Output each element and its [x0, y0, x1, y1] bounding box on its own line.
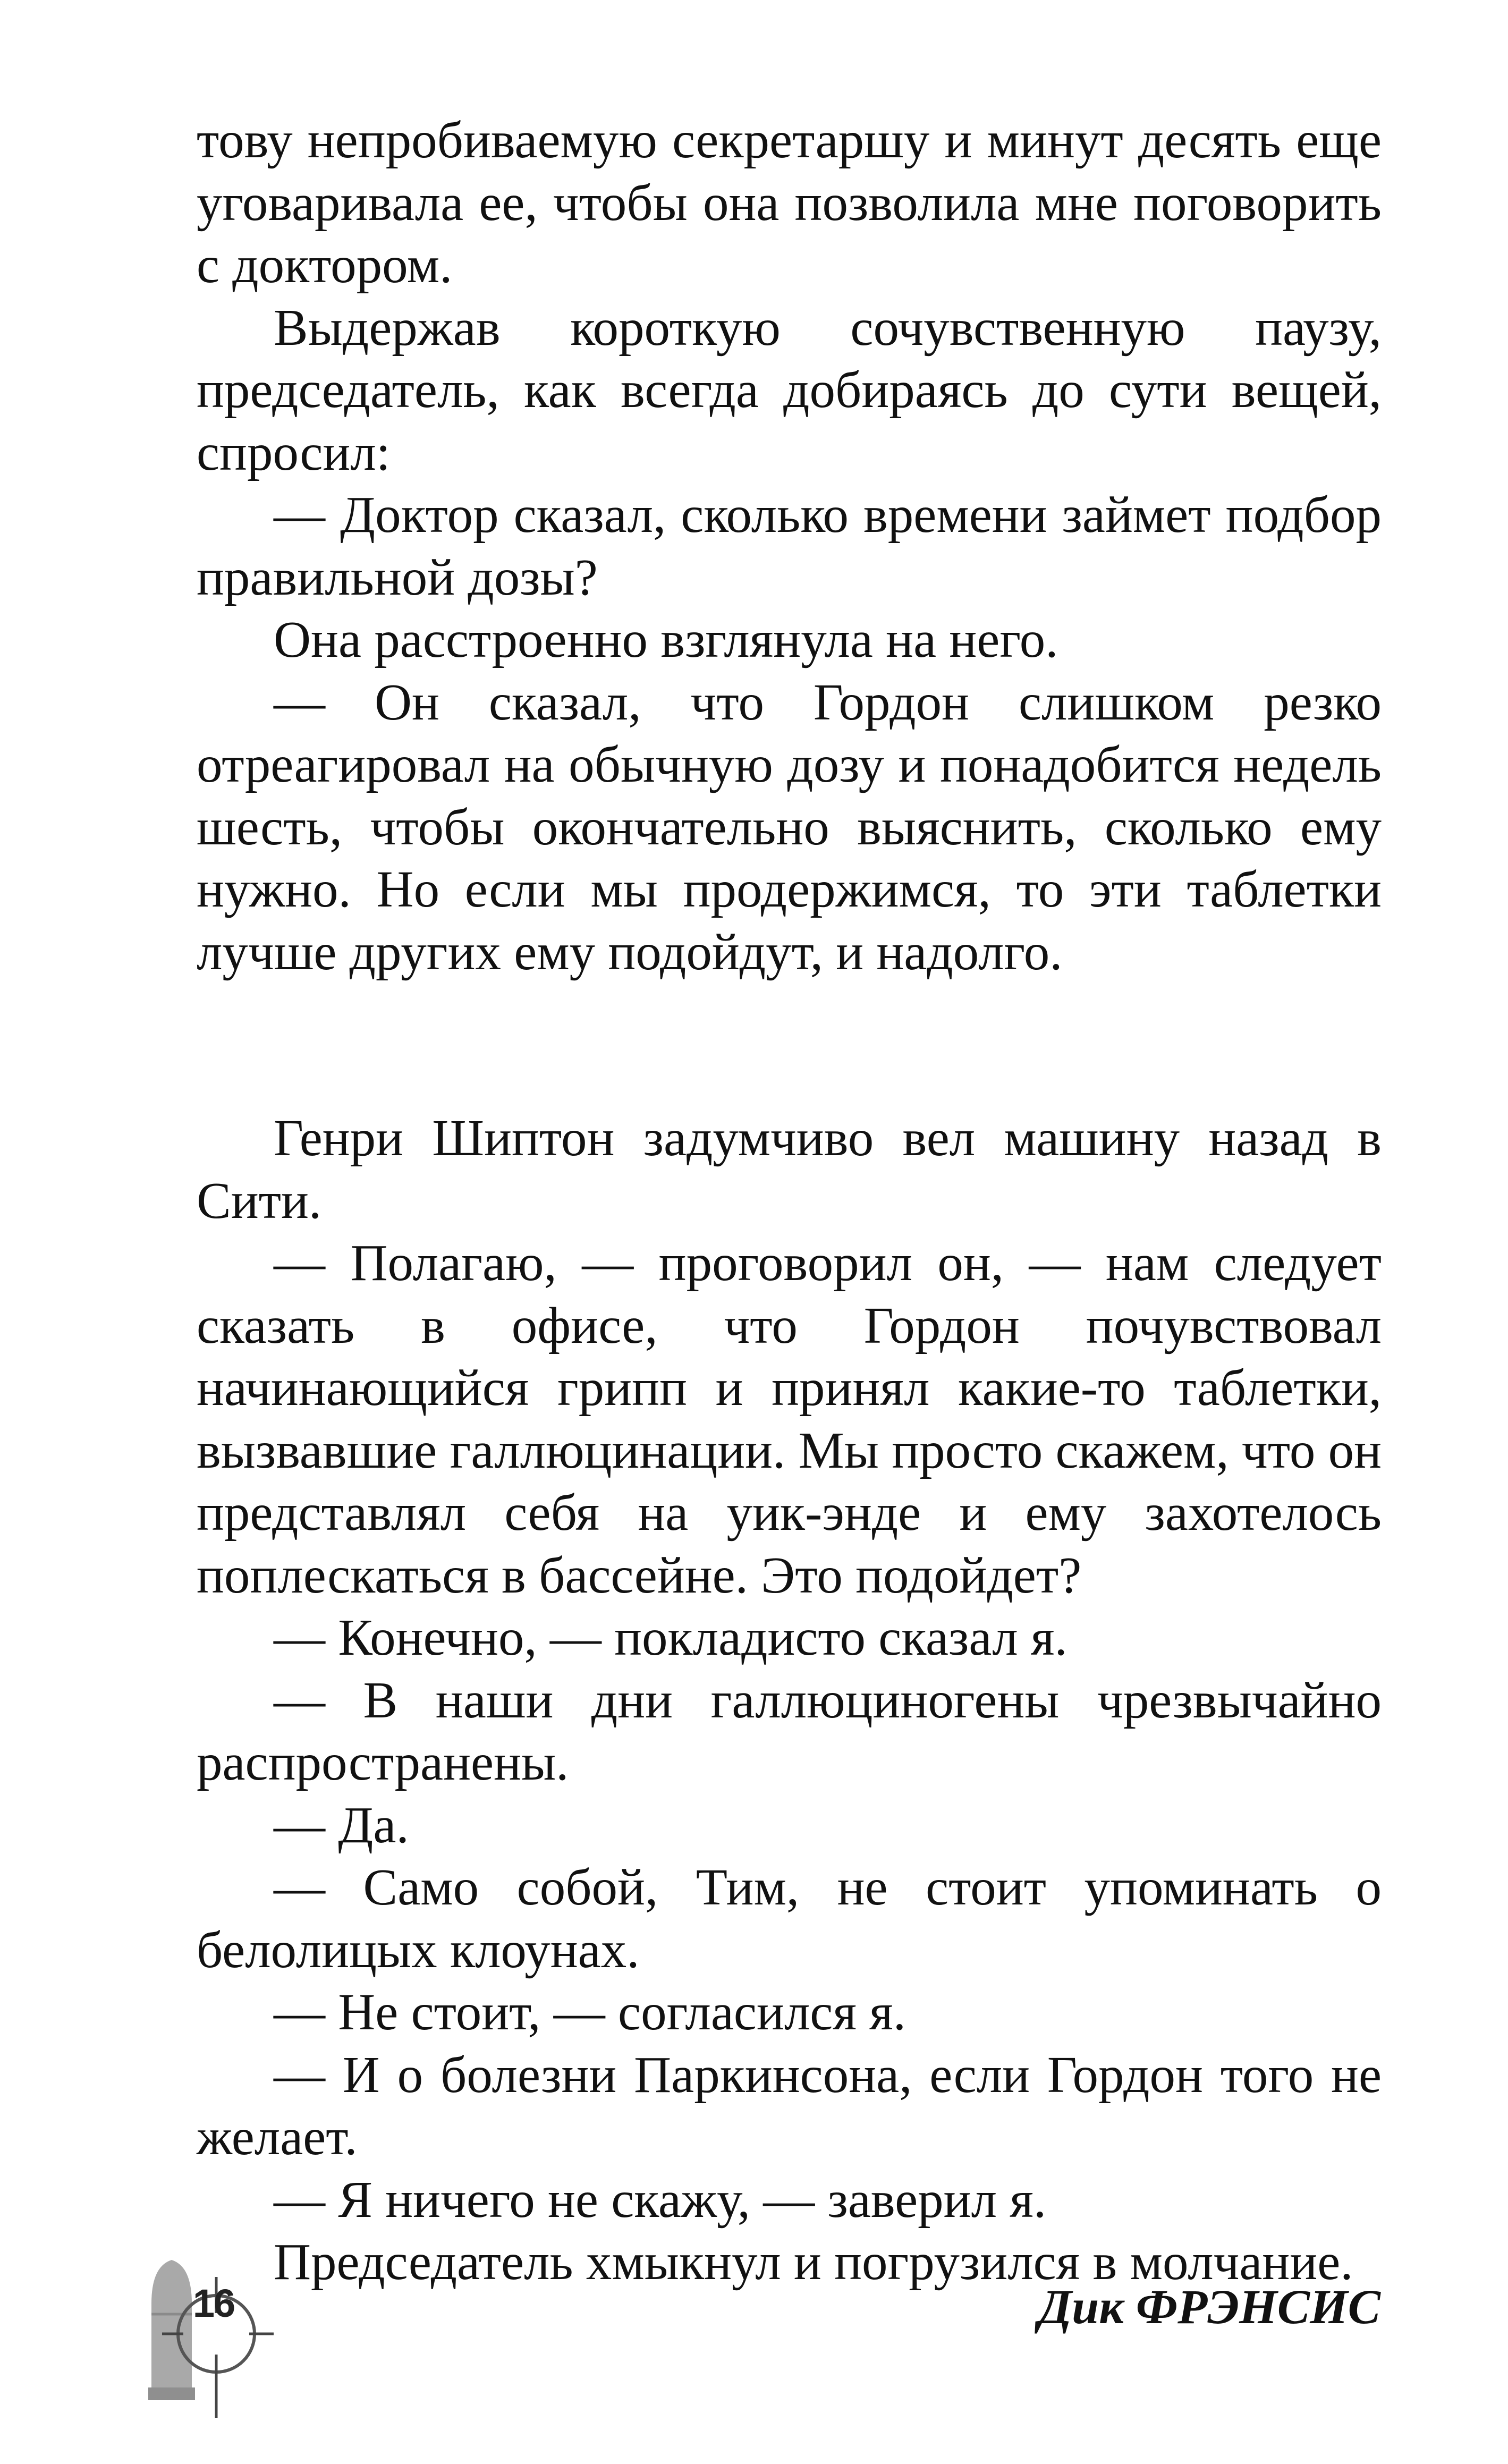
paragraph: — Не стоит, — согласился я. — [274, 1984, 907, 2040]
paragraph: — Он сказал, что Гордон слишком резко отреагировал на обычную дозу и понадобится недель шесть, чтобы окончательно выяснить, сколько ему нужно. Но если мы продержимся, то эти таблетки лучше других ему подойдут, и надолго. — [197, 673, 1382, 980]
paragraph: Она расстроенно взглянула на него. — [274, 611, 1058, 668]
paragraph: — Я ничего не скажу, — заверил я. — [274, 2171, 1047, 2228]
paragraph: тову непробиваемую секретаршу и минут десять еще уговаривала ее, чтобы она позволила мне поговорить с доктором. — [197, 112, 1382, 293]
bullet-crosshair-icon — [130, 2245, 306, 2420]
page-number: 16 — [192, 2281, 235, 2325]
scene-2 — [197, 1107, 1382, 2293]
paragraph: — Доктор сказал, сколько времени займет подбор правильной дозы? — [197, 486, 1382, 606]
paragraph: — Само собой, Тим, не стоит упоминать о белолицых клоунах. — [197, 1859, 1382, 1978]
paragraph: Выдержав короткую сочувственную паузу, председатель, как всегда добираясь до сути вещей, спросил: — [197, 299, 1382, 481]
paragraph: — Полагаю, — проговорил он, — нам следует сказать в офисе, что Гордон почувствовал начинающийся грипп и принял какие-то таблетки, вызвавшие галлюцинации. Мы просто скажем, что он представлял себя на уик-энде и ему захотелось поплескаться в бассейне. Это подойдет? — [197, 1234, 1382, 1604]
paragraph: Генри Шиптон задумчиво вел машину назад в Сити. — [197, 1110, 1382, 1229]
scene-1 — [197, 109, 1382, 983]
page-body — [197, 109, 1382, 2293]
paragraph: — Да. — [274, 1796, 409, 1853]
scene-break — [197, 983, 1382, 1107]
paragraph: Председатель хмыкнул и погрузился в молчание. — [274, 2233, 1353, 2290]
paragraph: — В наши дни галлюциногены чрезвычайно распространены. — [197, 1671, 1382, 1791]
paragraph: — Конечно, — покладисто сказал я. — [274, 1609, 1068, 1666]
running-footer-author: Дик ФРЭНСИС — [1038, 2280, 1380, 2334]
page-footer — [0, 2221, 1508, 2381]
paragraph: — И о болезни Паркинсона, если Гордон того не желает. — [197, 2046, 1382, 2165]
